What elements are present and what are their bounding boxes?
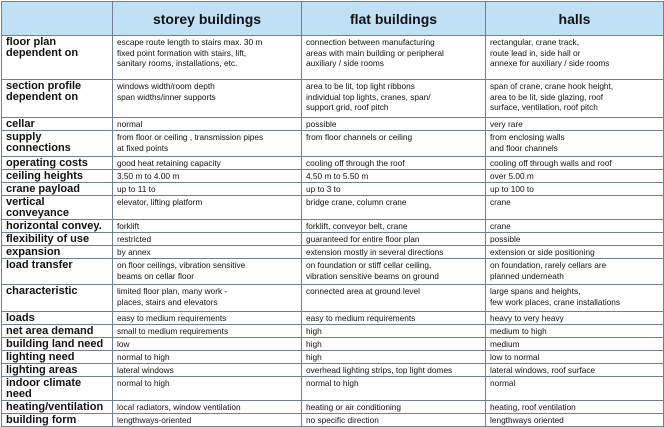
table-cell: lengthways oriented bbox=[486, 414, 664, 427]
table-cell: guaranteed for entire floor plan bbox=[302, 233, 486, 246]
row-header: lighting areas bbox=[2, 364, 113, 377]
row-header: cellar bbox=[2, 118, 113, 131]
table-cell: on floor ceilings, vibration sensitive beams on cellar floor bbox=[113, 259, 302, 285]
table-row bbox=[2, 170, 664, 183]
row-header: supply connections bbox=[2, 131, 113, 157]
table-row bbox=[2, 325, 664, 338]
column-header-flat-buildings: flat buildings bbox=[302, 2, 486, 36]
table-cell: escape route length to stairs max. 30 m fixed point formation with stairs, lift, sanitary rooms, installations, etc. bbox=[113, 36, 302, 80]
table-cell: normal bbox=[486, 377, 664, 401]
table-cell: high bbox=[302, 325, 486, 338]
table-cell: medium bbox=[486, 338, 664, 351]
row-header: crane payload bbox=[2, 183, 113, 196]
table-cell: easy to medium requirements bbox=[302, 312, 486, 325]
table-cell: possible bbox=[302, 118, 486, 131]
corner-header-cell bbox=[2, 2, 113, 36]
table-row bbox=[2, 285, 664, 312]
row-header: loads bbox=[2, 312, 113, 325]
table-cell: up to 3 to bbox=[302, 183, 486, 196]
table-row bbox=[2, 220, 664, 233]
table-cell: small to medium requirements bbox=[113, 325, 302, 338]
table-cell: normal to high bbox=[113, 377, 302, 401]
table-row bbox=[2, 118, 664, 131]
table-row bbox=[2, 401, 664, 414]
table-cell: up to 100 to bbox=[486, 183, 664, 196]
table-cell: up to 11 to bbox=[113, 183, 302, 196]
table-cell: crane bbox=[486, 220, 664, 233]
table-cell: extension mostly in several directions bbox=[302, 246, 486, 259]
row-header: building land need bbox=[2, 338, 113, 351]
table-cell: windows width/room depth span widths/inner supports bbox=[113, 80, 302, 118]
table-row bbox=[2, 196, 664, 220]
table-cell: connected area at ground level bbox=[302, 285, 486, 312]
table-cell: by annex bbox=[113, 246, 302, 259]
table-cell: over 5.00 m bbox=[486, 170, 664, 183]
row-header: building form bbox=[2, 414, 113, 427]
table-cell: forklift bbox=[113, 220, 302, 233]
row-header: ceiling heights bbox=[2, 170, 113, 183]
table-cell: on foundation, rarely cellars are planned underneath bbox=[486, 259, 664, 285]
table-cell: large spans and heights, few work places, crane installations bbox=[486, 285, 664, 312]
row-header: indoor climate need bbox=[2, 377, 113, 401]
table-cell: high bbox=[302, 351, 486, 364]
table-cell: limited floor plan, many work - places, stairs and elevators bbox=[113, 285, 302, 312]
table-cell: heavy to very heavy bbox=[486, 312, 664, 325]
row-header: operating costs bbox=[2, 157, 113, 170]
row-header: lighting need bbox=[2, 351, 113, 364]
table-cell: heating or air conditioning bbox=[302, 401, 486, 414]
table-row bbox=[2, 338, 664, 351]
table-row bbox=[2, 157, 664, 170]
table-cell: normal bbox=[113, 118, 302, 131]
table-cell: normal to high bbox=[302, 377, 486, 401]
table-cell: 3.50 m to 4.00 m bbox=[113, 170, 302, 183]
table-cell: elevator, lifting platform bbox=[113, 196, 302, 220]
table-cell: lengthways-oriented bbox=[113, 414, 302, 427]
table-cell: no specific direction bbox=[302, 414, 486, 427]
column-header-storey-buildings: storey buildings bbox=[113, 2, 302, 36]
table-cell: normal to high bbox=[113, 351, 302, 364]
table-cell: very rare bbox=[486, 118, 664, 131]
table-cell: on foundation or stiff cellar ceiling, vibration sensitive beams on ground bbox=[302, 259, 486, 285]
table-cell: high bbox=[302, 338, 486, 351]
row-header: net area demand bbox=[2, 325, 113, 338]
table-cell: 4.50 m to 5.50 m bbox=[302, 170, 486, 183]
table-cell: heating, roof ventilation bbox=[486, 401, 664, 414]
table-cell: forklift, conveyor belt, crane bbox=[302, 220, 486, 233]
table-row bbox=[2, 36, 664, 80]
table-row bbox=[2, 183, 664, 196]
table-cell: extension or side positioning bbox=[486, 246, 664, 259]
table-row bbox=[2, 377, 664, 401]
table-row bbox=[2, 364, 664, 377]
table-cell: from floor or ceiling , transmission pipes at fixed points bbox=[113, 131, 302, 157]
header-row bbox=[2, 2, 664, 36]
row-header: section profile dependent on bbox=[2, 80, 113, 118]
table-row bbox=[2, 233, 664, 246]
table-row bbox=[2, 131, 664, 157]
row-header: expansion bbox=[2, 246, 113, 259]
table-cell: span of crane, crane hook height, area to be lit, side glazing, roof surface, ventilation, roof pitch bbox=[486, 80, 664, 118]
row-header: horizontal convey. bbox=[2, 220, 113, 233]
table-cell: cooling off through walls and roof bbox=[486, 157, 664, 170]
row-header: flexibility of use bbox=[2, 233, 113, 246]
table-cell: connection between manufacturing areas with main building or peripheral auxiliary / side rooms bbox=[302, 36, 486, 80]
table-cell: crane bbox=[486, 196, 664, 220]
table-row bbox=[2, 80, 664, 118]
table-row bbox=[2, 351, 664, 364]
row-header: load transfer bbox=[2, 259, 113, 285]
table-cell: low bbox=[113, 338, 302, 351]
table-row bbox=[2, 259, 664, 285]
table-cell: cooling off through the roof bbox=[302, 157, 486, 170]
table-row bbox=[2, 312, 664, 325]
table-cell: possible bbox=[486, 233, 664, 246]
table-cell: rectangular, crane track, route lead in, side hall or annexe for auxiliary / side rooms bbox=[486, 36, 664, 80]
table-cell: overhead lighting strips, top light domes bbox=[302, 364, 486, 377]
table-cell: area to be lit, top light ribbons individual top lights, cranes, span/ support grid, roof pitch bbox=[302, 80, 486, 118]
table-cell: lateral windows bbox=[113, 364, 302, 377]
table-cell: good heat retaining capacity bbox=[113, 157, 302, 170]
row-header: floor plan dependent on bbox=[2, 36, 113, 80]
table-cell: local radiators, window ventilation bbox=[113, 401, 302, 414]
table-row bbox=[2, 246, 664, 259]
table-cell: medium to high bbox=[486, 325, 664, 338]
table-cell: restricted bbox=[113, 233, 302, 246]
row-header: characteristic bbox=[2, 285, 113, 312]
table-cell: from floor channels or ceiling bbox=[302, 131, 486, 157]
column-header-halls: halls bbox=[486, 2, 664, 36]
row-header: heating/ventilation bbox=[2, 401, 113, 414]
comparison-table bbox=[1, 1, 664, 427]
table-cell: from enclosing walls and floor channels bbox=[486, 131, 664, 157]
table-body bbox=[2, 36, 664, 427]
table-cell: low to normal bbox=[486, 351, 664, 364]
row-header: vertical conveyance bbox=[2, 196, 113, 220]
table-cell: bridge crane, column crane bbox=[302, 196, 486, 220]
table-cell: lateral windows, roof surface bbox=[486, 364, 664, 377]
table-cell: easy to medium requirements bbox=[113, 312, 302, 325]
